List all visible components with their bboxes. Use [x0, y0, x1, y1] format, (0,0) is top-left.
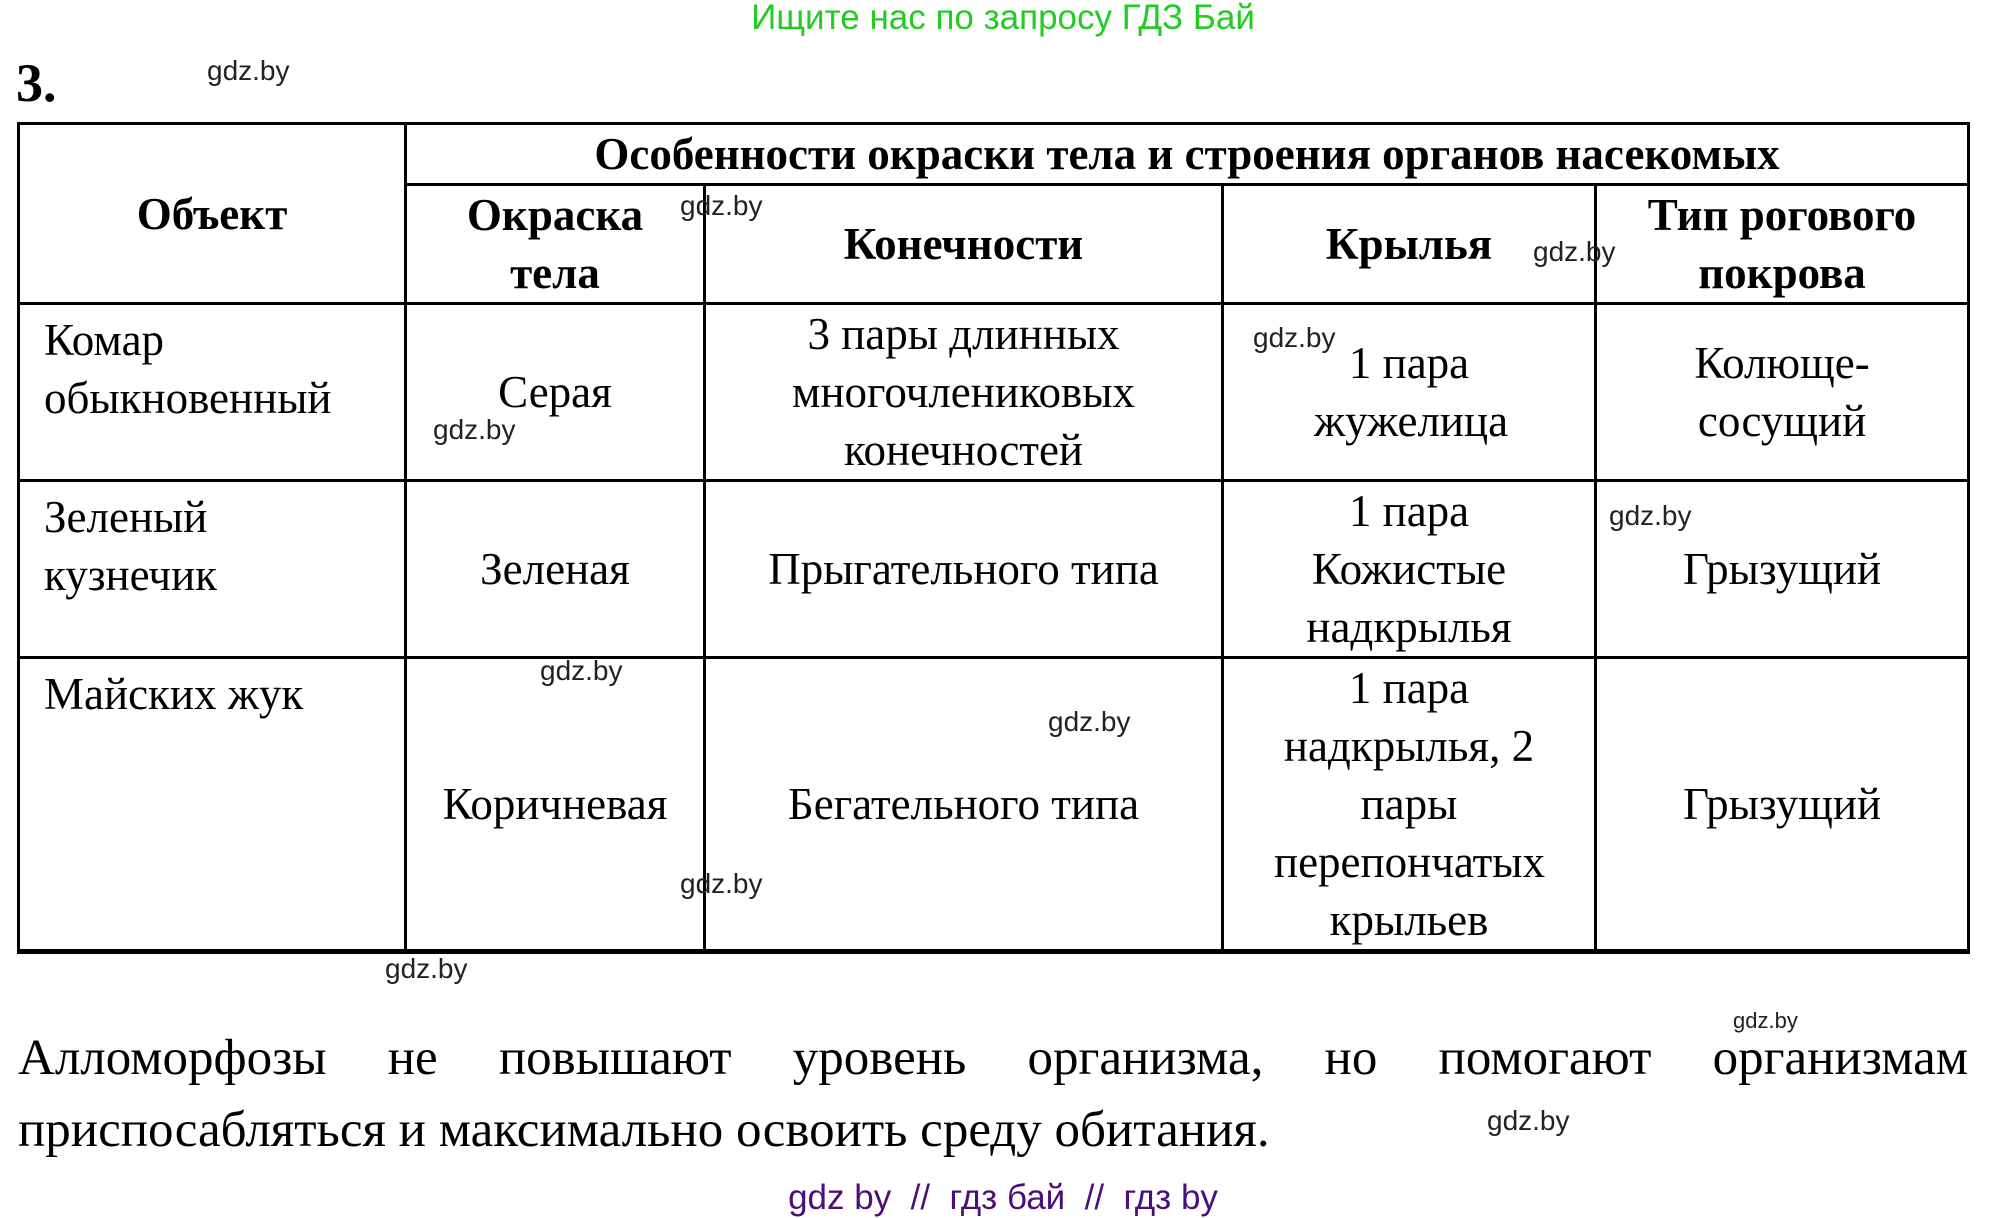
watermark: gdz.by	[1048, 706, 1131, 737]
header-limbs: Конечности	[705, 185, 1223, 304]
header-object: Объект	[19, 124, 406, 304]
cell-limbs: Прыгательного типа	[705, 481, 1223, 658]
cell-object: Комар обыкновенный	[19, 304, 406, 481]
cell-cover: Грызущий	[1596, 658, 1969, 952]
watermark: gdz.by	[1253, 322, 1336, 353]
conclusion-paragraph: Алломорфозы не повышают уровень организма, но помогают организмам приспосабляться и максимально освоить среду обитания.	[18, 1030, 1968, 1158]
table-row	[19, 304, 1969, 481]
cell-cover: Колюще-сосущий	[1596, 304, 1969, 481]
cell-wings: 1 пара жужелица	[1223, 304, 1596, 481]
cell-color: Зеленая	[406, 481, 705, 658]
watermark: gdz.by	[385, 953, 468, 984]
cell-wings: 1 пара Кожистые надкрылья	[1223, 481, 1596, 658]
search-banner: Ищите нас по запросу ГДЗ Бай	[751, 0, 1255, 37]
watermark: gdz.by	[540, 655, 623, 686]
footer-links: gdz by // гдз бай // гдз by	[788, 1178, 1218, 1217]
table-row	[19, 658, 1969, 952]
task-number: 3.	[16, 53, 57, 113]
cell-cover: Грызущий	[1596, 481, 1969, 658]
cell-object: Зеленый кузнечик	[19, 481, 406, 658]
cell-object: Майских жук	[19, 658, 406, 952]
header-color: Окраска тела	[406, 185, 705, 304]
watermark: gdz.by	[680, 190, 763, 221]
watermark: gdz.by	[1533, 236, 1616, 267]
cell-limbs: 3 пары длинных многочлениковых конечностей	[705, 304, 1223, 481]
watermark: gdz.by	[1609, 500, 1692, 531]
header-group: Особенности окраски тела и строения органов насекомых	[406, 124, 1969, 185]
watermark: gdz.by	[1487, 1105, 1570, 1136]
watermark: gdz.by	[207, 55, 290, 86]
cell-wings: 1 пара надкрылья, 2 пары перепончатых крыльев	[1223, 658, 1596, 952]
header-wings: Крылья	[1223, 185, 1596, 304]
cell-color: Коричневая	[406, 658, 705, 952]
cell-color: Серая	[406, 304, 705, 481]
watermark: gdz.by	[1733, 1008, 1798, 1033]
insects-table	[17, 122, 1970, 954]
watermark: gdz.by	[680, 868, 763, 899]
watermark: gdz.by	[433, 414, 516, 445]
header-cover: Тип рогового покрова	[1596, 185, 1969, 304]
cell-limbs: Бегательного типа	[705, 658, 1223, 952]
